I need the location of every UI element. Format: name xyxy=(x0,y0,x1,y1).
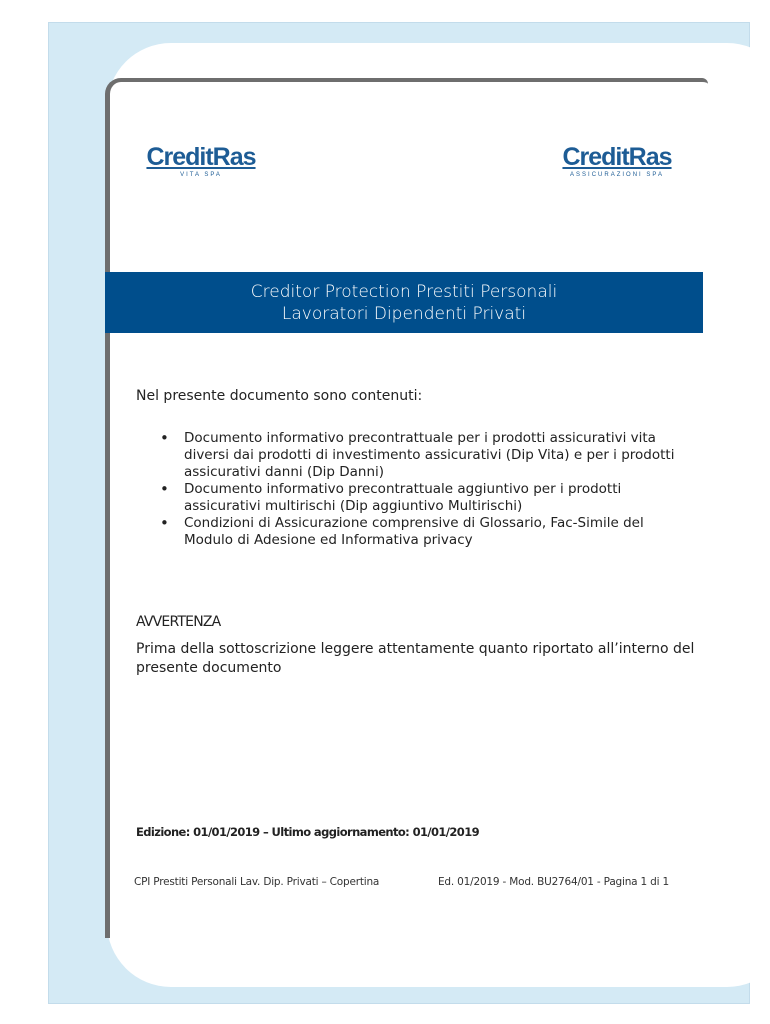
footer-right-text: Ed. 01/2019 - Mod. BU2764/01 - Pagina 1 di 1 xyxy=(438,876,669,888)
warning-text: Prima della sottoscrizione leggere attentamente quanto riportato all’interno del presente documento xyxy=(136,641,695,676)
list-item: • Documento informativo precontrattuale per i prodotti assicurativi vita diversi dai prodotti di investimento assicurativi (Dip Vita) e per i prodotti assicurativi danni (Dip Danni) xyxy=(160,430,680,481)
title-line-1: Creditor Protection Prestiti Personali xyxy=(250,282,558,302)
title-line-2: Lavoratori Dipendenti Privati xyxy=(281,304,527,324)
logo-subtitle: ASSICURAZIONI SPA xyxy=(570,172,664,178)
contents-list xyxy=(160,430,680,549)
logo-name: CreditRas xyxy=(146,143,256,171)
logo-name: CreditRas xyxy=(562,143,672,171)
warning-heading: AVVERTENZA xyxy=(136,614,221,630)
edition-info: Edizione: 01/01/2019 – Ultimo aggiornamento: 01/01/2019 xyxy=(136,825,480,839)
creditras-vita-logo xyxy=(146,144,256,178)
list-item: • Documento informativo precontrattuale aggiuntivo per i prodotti assicurativi multirischi (Dip aggiuntivo Multirischi) xyxy=(160,481,680,515)
document-title-band xyxy=(105,272,703,333)
logo-subtitle: VITA SPA xyxy=(180,172,222,178)
intro-text: Nel presente documento sono contenuti: xyxy=(136,388,423,404)
footer-left-text: CPI Prestiti Personali Lav. Dip. Privati – Copertina xyxy=(134,876,380,888)
creditras-assicurazioni-logo xyxy=(561,144,673,178)
list-item: • Condizioni di Assicurazione comprensive di Glossario, Fac-Simile del Modulo di Adesione ed Informativa privacy xyxy=(160,515,680,549)
